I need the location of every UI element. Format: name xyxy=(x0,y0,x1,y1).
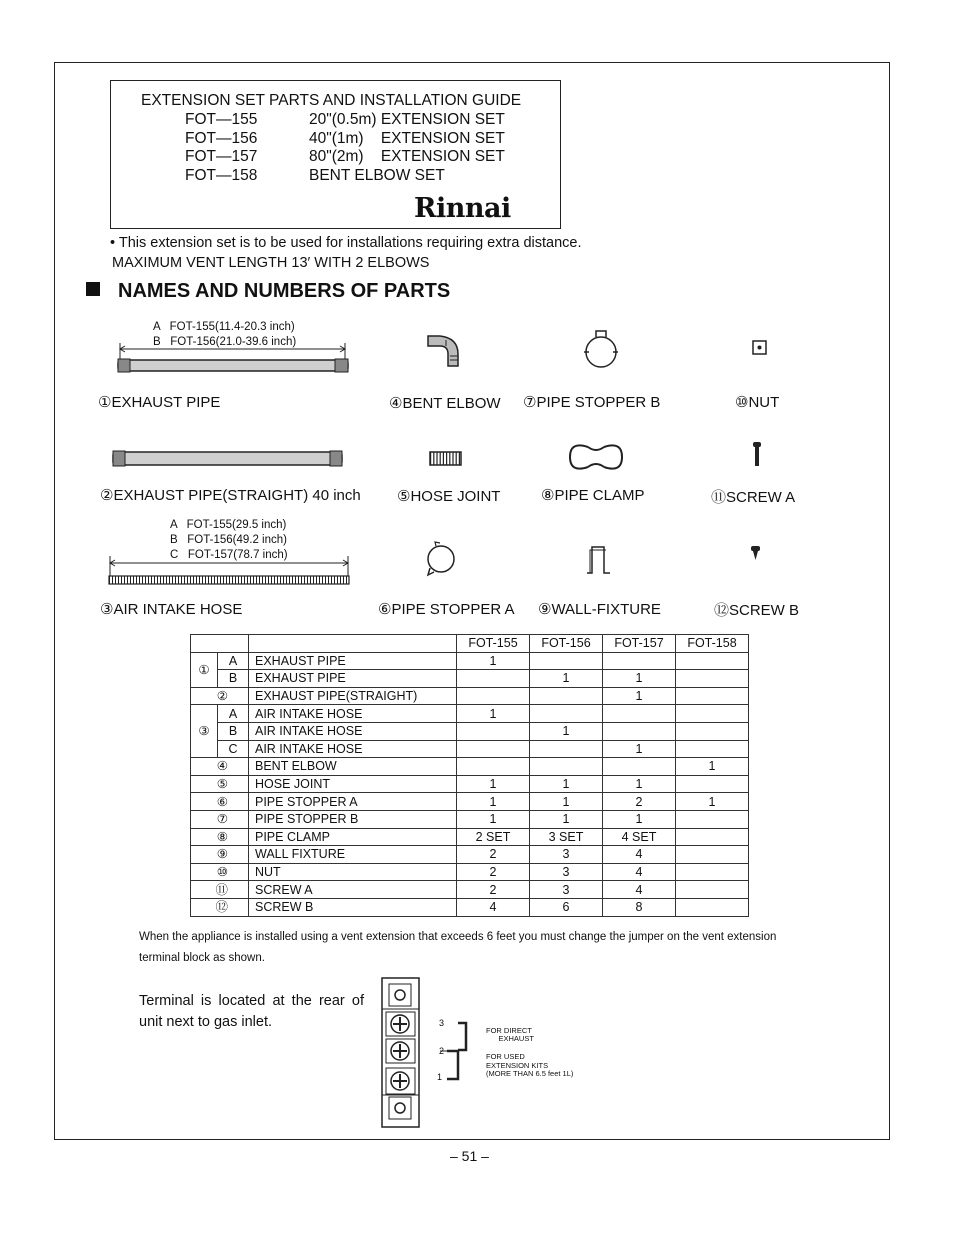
row-part-name: AIR INTAKE HOSE xyxy=(249,705,457,723)
row-quantity xyxy=(676,687,749,705)
guide-model-3: FOT—157 xyxy=(185,148,258,165)
row-part-name: NUT xyxy=(249,863,457,881)
header-blank-num xyxy=(191,635,249,653)
bent-elbow-icon xyxy=(424,330,464,370)
row-quantity: 1 xyxy=(603,687,676,705)
row-number: ⑫ xyxy=(191,898,249,916)
parts-table-body xyxy=(191,635,749,917)
table-row xyxy=(191,898,749,916)
table-row xyxy=(191,652,749,670)
exhaust-pipe-label: ①EXHAUST PIPE xyxy=(98,394,221,411)
row-sub: B xyxy=(218,670,249,688)
jumper-brackets-icon xyxy=(440,1020,470,1082)
pipe-clamp-label: ⑧PIPE CLAMP xyxy=(541,487,645,504)
row-quantity: 2 xyxy=(457,846,530,864)
row-quantity: 1 xyxy=(676,793,749,811)
row-quantity: 1 xyxy=(530,722,603,740)
guide-desc-4: BENT ELBOW SET xyxy=(309,167,445,184)
guide-model-2: FOT—156 xyxy=(185,130,258,147)
air-intake-dim-b: B FOT-156(49.2 inch) xyxy=(170,534,287,546)
row-quantity: 4 xyxy=(603,881,676,899)
row-quantity: 3 xyxy=(530,846,603,864)
header-fot-156: FOT-156 xyxy=(530,635,603,653)
row-number: ⑦ xyxy=(191,810,249,828)
row-quantity: 1 xyxy=(530,670,603,688)
square-bullet-icon xyxy=(86,282,100,296)
table-row xyxy=(191,670,749,688)
terminal-block-icon xyxy=(380,976,422,1129)
row-quantity xyxy=(530,652,603,670)
max-vent-length: MAXIMUM VENT LENGTH 13′ WITH 2 ELBOWS xyxy=(112,255,430,271)
table-row xyxy=(191,863,749,881)
row-quantity: 1 xyxy=(676,758,749,776)
table-header-row xyxy=(191,635,749,653)
header-blank-name xyxy=(249,635,457,653)
row-quantity: 3 xyxy=(530,881,603,899)
pin-3-label: 3 xyxy=(439,1018,445,1028)
row-quantity xyxy=(676,740,749,758)
row-quantity xyxy=(676,863,749,881)
row-part-name: EXHAUST PIPE xyxy=(249,670,457,688)
table-row xyxy=(191,740,749,758)
row-quantity xyxy=(676,810,749,828)
pin-1-label: 1 xyxy=(437,1072,443,1082)
row-quantity xyxy=(676,705,749,723)
screw-a-icon xyxy=(750,440,764,470)
row-quantity xyxy=(676,898,749,916)
section-title-text: NAMES AND NUMBERS OF PARTS xyxy=(118,280,451,302)
row-quantity xyxy=(530,687,603,705)
row-quantity xyxy=(530,705,603,723)
row-number: ⑥ xyxy=(191,793,249,811)
jumper-note: When the appliance is installed using a vent extension that exceeds 6 feet you must change the jumper on the vent extension terminal block as shown. xyxy=(139,931,777,964)
row-number: ⑩ xyxy=(191,863,249,881)
hose-joint-label: ⑤HOSE JOINT xyxy=(397,488,501,505)
table-row xyxy=(191,705,749,723)
table-row xyxy=(191,687,749,705)
header-fot-155: FOT-155 xyxy=(457,635,530,653)
exhaust-pipe-dim-b: B FOT-156(21.0-39.6 inch) xyxy=(153,336,297,348)
table-row xyxy=(191,828,749,846)
pipe-stopper-a-icon xyxy=(422,540,462,580)
row-sub: A xyxy=(218,705,249,723)
section-title xyxy=(86,280,450,303)
row-part-name: SCREW B xyxy=(249,898,457,916)
hose-joint-icon xyxy=(428,449,464,469)
row-quantity: 1 xyxy=(603,775,676,793)
guide-model-4: FOT—158 xyxy=(185,167,258,184)
row-quantity: 1 xyxy=(457,810,530,828)
row-sub: A xyxy=(218,652,249,670)
row-quantity xyxy=(457,687,530,705)
row-number: ③ xyxy=(191,705,218,758)
row-quantity xyxy=(676,722,749,740)
pipe-stopper-b-icon xyxy=(580,326,624,374)
row-quantity xyxy=(603,758,676,776)
pipe-stopper-b-label: ⑦PIPE STOPPER B xyxy=(523,394,661,411)
row-quantity: 4 xyxy=(603,846,676,864)
row-quantity: 2 xyxy=(457,863,530,881)
row-quantity: 2 xyxy=(603,793,676,811)
row-quantity xyxy=(457,670,530,688)
row-sub: B xyxy=(218,722,249,740)
row-number: ⑤ xyxy=(191,775,249,793)
table-row xyxy=(191,722,749,740)
table-row xyxy=(191,775,749,793)
row-part-name: PIPE CLAMP xyxy=(249,828,457,846)
table-row xyxy=(191,846,749,864)
row-part-name: AIR INTAKE HOSE xyxy=(249,740,457,758)
row-number: ④ xyxy=(191,758,249,776)
row-quantity xyxy=(603,705,676,723)
rinnai-logo: Rinnai xyxy=(414,193,511,224)
row-quantity: 1 xyxy=(603,670,676,688)
row-number: ② xyxy=(191,687,249,705)
row-number: ⑪ xyxy=(191,881,249,899)
row-quantity xyxy=(530,758,603,776)
row-quantity: 1 xyxy=(457,793,530,811)
table-row xyxy=(191,793,749,811)
wall-fixture-label: ⑨WALL-FIXTURE xyxy=(538,601,661,618)
row-part-name: HOSE JOINT xyxy=(249,775,457,793)
row-quantity: 2 SET xyxy=(457,828,530,846)
for-direct-exhaust-label: FOR DIRECT EXHAUST xyxy=(486,1026,534,1043)
nut-label: ⑩NUT xyxy=(735,394,780,411)
table-row xyxy=(191,810,749,828)
screw-b-icon xyxy=(749,544,763,564)
row-quantity xyxy=(676,828,749,846)
row-quantity: 2 xyxy=(457,881,530,899)
bent-elbow-label: ④BENT ELBOW xyxy=(389,395,501,412)
row-quantity xyxy=(676,846,749,864)
row-quantity: 1 xyxy=(530,810,603,828)
row-number: ⑨ xyxy=(191,846,249,864)
row-number: ⑧ xyxy=(191,828,249,846)
row-quantity: 1 xyxy=(457,775,530,793)
air-intake-hose-label: ③AIR INTAKE HOSE xyxy=(100,601,243,618)
row-part-name: BENT ELBOW xyxy=(249,758,457,776)
row-quantity: 1 xyxy=(530,793,603,811)
table-row xyxy=(191,758,749,776)
row-quantity: 4 xyxy=(457,898,530,916)
row-quantity xyxy=(457,758,530,776)
page-number: – 51 – xyxy=(450,1148,489,1164)
row-quantity xyxy=(530,740,603,758)
guide-heading: EXTENSION SET PARTS AND INSTALLATION GUIDE xyxy=(141,92,522,109)
air-intake-dim-a: A FOT-155(29.5 inch) xyxy=(170,519,287,531)
row-number: ① xyxy=(191,652,218,687)
wall-fixture-icon xyxy=(584,543,614,577)
exhaust-pipe-straight-icon xyxy=(111,449,344,469)
guide-desc-1: 20"(0.5m) EXTENSION SET xyxy=(309,111,505,128)
guide-desc-3: 80"(2m) EXTENSION SET xyxy=(309,148,505,165)
pipe-stopper-a-label: ⑥PIPE STOPPER A xyxy=(378,601,515,618)
row-quantity xyxy=(603,652,676,670)
row-quantity: 4 xyxy=(603,863,676,881)
row-part-name: PIPE STOPPER A xyxy=(249,793,457,811)
air-intake-hose-icon xyxy=(106,556,352,588)
row-quantity: 3 SET xyxy=(530,828,603,846)
row-part-name: EXHAUST PIPE(STRAIGHT) xyxy=(249,687,457,705)
row-quantity: 8 xyxy=(603,898,676,916)
header-fot-157: FOT-157 xyxy=(603,635,676,653)
row-part-name: WALL FIXTURE xyxy=(249,846,457,864)
row-quantity xyxy=(676,670,749,688)
row-sub: C xyxy=(218,740,249,758)
row-quantity: 1 xyxy=(603,740,676,758)
row-quantity xyxy=(676,881,749,899)
row-quantity: 1 xyxy=(457,705,530,723)
table-row xyxy=(191,881,749,899)
guide-model-1: FOT—155 xyxy=(185,111,258,128)
pin-2-label: 2 xyxy=(439,1046,445,1056)
nut-icon xyxy=(751,339,769,357)
row-part-name: SCREW A xyxy=(249,881,457,899)
parts-quantity-table xyxy=(190,634,749,917)
screw-b-label: ⑫SCREW B xyxy=(714,602,800,619)
exhaust-pipe-icon xyxy=(115,343,350,375)
row-quantity: 3 xyxy=(530,863,603,881)
row-quantity: 4 SET xyxy=(603,828,676,846)
row-quantity: 1 xyxy=(530,775,603,793)
intro-bullet: • This extension set is to be used for installations requiring extra distance. xyxy=(110,235,582,251)
screw-a-label: ⑪SCREW A xyxy=(711,489,796,506)
row-quantity: 6 xyxy=(530,898,603,916)
row-quantity: 1 xyxy=(603,810,676,828)
exhaust-pipe-dim-a: A FOT-155(11.4-20.3 inch) xyxy=(153,321,295,333)
for-extension-kits-label: FOR USED EXTENSION KITS (MORE THAN 6.5 feet 1L) xyxy=(486,1052,574,1078)
terminal-location-text: Terminal is located at the rear of unit next to gas inlet. xyxy=(139,993,364,1030)
air-intake-dim-c: C FOT-157(78.7 inch) xyxy=(170,549,288,561)
row-quantity xyxy=(676,775,749,793)
row-part-name: EXHAUST PIPE xyxy=(249,652,457,670)
row-quantity xyxy=(457,740,530,758)
guide-desc-2: 40"(1m) EXTENSION SET xyxy=(309,130,505,147)
row-quantity xyxy=(457,722,530,740)
row-quantity xyxy=(676,652,749,670)
row-quantity: 1 xyxy=(457,652,530,670)
pipe-clamp-icon xyxy=(566,439,626,475)
row-part-name: AIR INTAKE HOSE xyxy=(249,722,457,740)
exhaust-pipe-straight-label: ②EXHAUST PIPE(STRAIGHT) 40 inch xyxy=(100,487,361,504)
row-quantity xyxy=(603,722,676,740)
header-fot-158: FOT-158 xyxy=(676,635,749,653)
row-part-name: PIPE STOPPER B xyxy=(249,810,457,828)
